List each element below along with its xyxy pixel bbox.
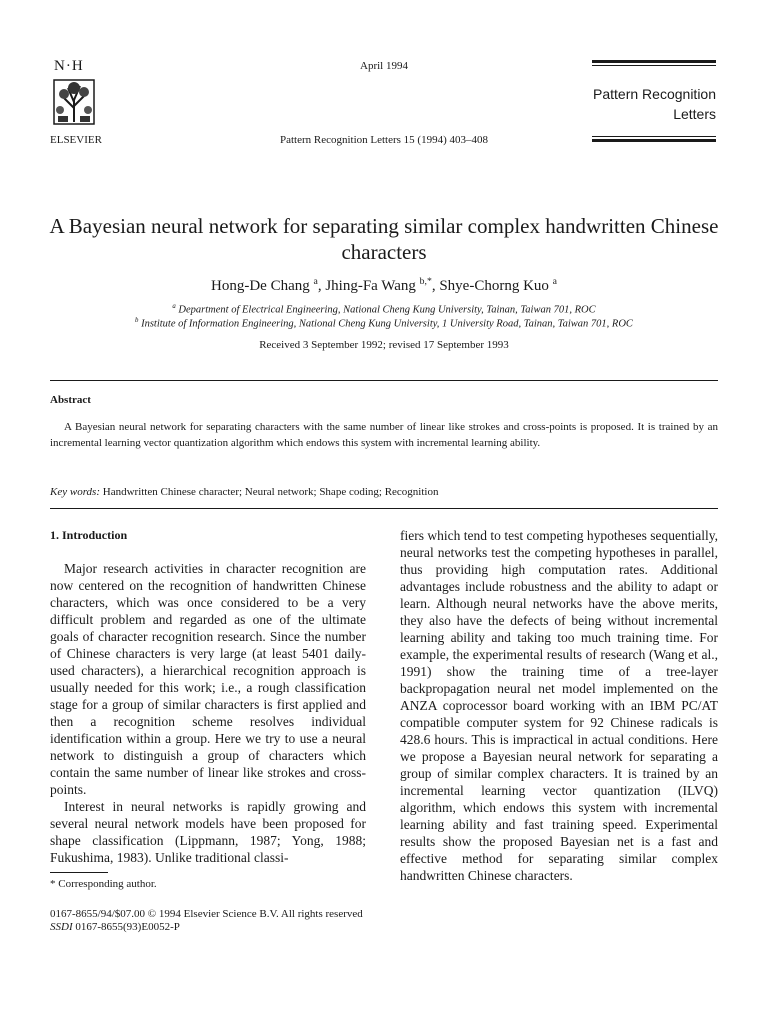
affiliation-text: Department of Electrical Engineering, National Cheng Kung University, Tainan, Taiwan 701, ROC: [178, 304, 596, 316]
divider-bottom: [50, 508, 718, 509]
issue-date: April 1994: [360, 60, 408, 72]
publisher-tree-logo-icon: [50, 78, 98, 128]
journal-name-line2: Letters: [673, 106, 716, 122]
copyright-line: 0167-8655/94/$07.00 © 1994 Elsevier Science B.V. All rights reserved: [50, 908, 363, 920]
keywords-text: Handwritten Chinese character; Neural network; Shape coding; Recognition: [102, 486, 439, 498]
body-paragraph: Major research activities in character recognition are now centered on the recognition of handwritten Chinese characters, which was once considered to be a very difficult problem and regarded as one of the ultimate goals of character recognition research. Since the number of Chinese characters is very large (at least 5401 daily-used characters), a hierarchical recognition approach is usually needed for this work; i.e., a rough classification stage for a group of similar characters is first applied and then a recognition scheme resolves individual identification within a group. Here we try to use a neural network to distinguish a group of characters which contain the same number of linear like strokes and cross-points.: [50, 561, 366, 797]
journal-citation: Pattern Recognition Letters 15 (1994) 403–408: [279, 134, 489, 146]
publisher-name: ELSEVIER: [50, 134, 102, 146]
abstract-heading: Abstract: [50, 394, 91, 406]
author-affiliation-mark: a: [313, 276, 318, 287]
body-paragraph: Interest in neural networks is rapidly growing and several neural network models have been proposed for shape classification (Lippmann, 1987; Yong, 1988; Fukushima, 1983). Unlike traditional classi-: [50, 799, 366, 865]
author-separator: ,: [317, 278, 326, 294]
footnote-rule: [50, 872, 108, 873]
abstract-body: A Bayesian neural network for separating characters with the same number of linear like strokes and cross-points is proposed. It is trained by an incremental learning vector quantization algorithm which endows this system with incremental learning ability.: [50, 421, 718, 449]
section-heading: 1. Introduction: [50, 528, 128, 542]
author-affiliation-mark: a: [552, 276, 557, 287]
ssdi-label: SSDI: [50, 921, 73, 933]
journal-name: [592, 84, 716, 124]
article-title: A Bayesian neural network for separating similar complex handwritten Chinese characters: [49, 214, 719, 264]
ssdi-value: 0167-8655(93)E0052-P: [75, 921, 180, 933]
journal-rule-top: [592, 60, 716, 66]
publisher-logo-text: N·H: [54, 58, 84, 74]
footnote-corresponding-author: * Corresponding author.: [50, 878, 157, 890]
journal-name-line1: Pattern Recognition: [593, 86, 716, 102]
author-name: Jhing-Fa Wang: [325, 278, 416, 294]
affiliation-text: Institute of Information Engineering, National Cheng Kung University, 1 University Road, Tainan, Taiwan 701, ROC: [141, 318, 633, 330]
keywords: [50, 486, 438, 498]
author-affiliation-mark: b,*: [419, 276, 432, 287]
affiliation-b: [0, 317, 768, 330]
body-left-column: [50, 560, 366, 866]
ssdi-line: [50, 921, 363, 934]
journal-rule-bottom: [592, 136, 716, 142]
keywords-label: Key words:: [50, 486, 101, 498]
divider-top: [50, 380, 718, 381]
received-dates: Received 3 September 1992; revised 17 September 1993: [259, 339, 509, 351]
affiliation-a: [0, 303, 768, 316]
author-separator: ,: [431, 278, 440, 294]
body-paragraph: fiers which tend to test competing hypotheses sequentially, neural networks test the competing hypotheses in parallel, thus providing high computation rates. Additional advantages include robustness and the ability to adapt or learn. Although neural networks have the above merits, they also have the defects of being without incremental learning ability and taking too much training time. For example, the experimental results of research (Wang et al., 1991) show the training time of a tree-layer backpropagation neural net model implemented on the ANZA coprocessor board working with an IBM PC/AT compatible computer system for 92 Chinese radicals is 428.6 hours. This is impractical in actual conditions. Here we propose a Bayesian neural network for separating a group of similar complex characters. It is trained by an incremental learning vector quantization (ILVQ) algorithm, which endows this system with incremental learning ability and fast training speed. Experimental results show the proposed Bayesian net is a fast and effective method for separating similar complex handwritten Chinese characters.: [400, 528, 718, 883]
author-name: Hong-De Chang: [211, 278, 310, 294]
author-name: Shye-Chorng Kuo: [439, 278, 549, 294]
copyright-block: [50, 908, 363, 934]
affiliation-mark: a: [172, 303, 176, 310]
author-list: [0, 276, 768, 295]
affiliation-mark: b: [135, 317, 139, 324]
body-right-column: [400, 527, 718, 884]
